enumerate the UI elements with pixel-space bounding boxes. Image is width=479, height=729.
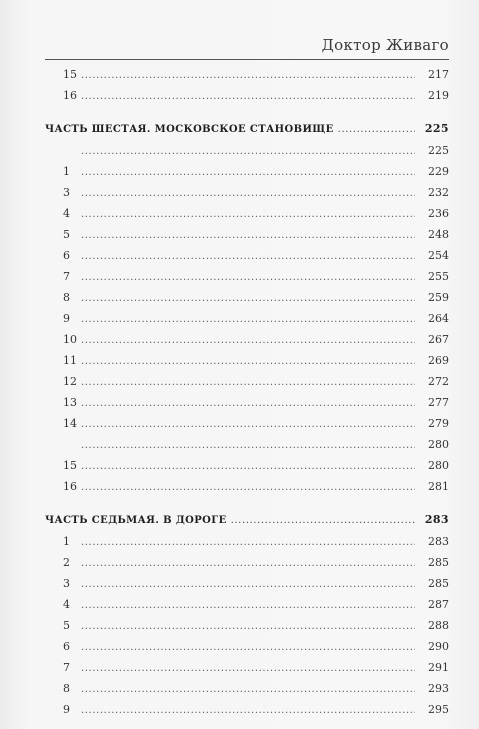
toc-entry-number: 14 [63,417,77,430]
dot-leader [81,477,415,498]
dot-leader [81,700,415,721]
toc-entry-page: 272 [428,375,449,388]
toc-entry-page: 267 [428,333,449,346]
toc-entry-number: 11 [63,354,77,367]
toc-entry[interactable] [45,678,449,699]
dot-leader [81,288,415,309]
dot-leader [81,679,415,700]
toc-entry[interactable] [45,636,449,657]
toc-entry[interactable] [45,371,449,392]
dot-leader [81,595,415,616]
toc-entry[interactable] [45,266,449,287]
dot-leader [81,616,415,637]
dot-leader [81,372,415,393]
toc-entry-page: 264 [428,312,449,325]
toc-entry-page: 225 [428,144,449,157]
dot-leader [81,183,415,204]
dot-leader [81,330,415,351]
toc-entry-page: 217 [428,68,449,81]
toc-entry-number: 5 [63,228,70,241]
toc-entry[interactable] [45,140,449,161]
section-gap [45,106,449,118]
toc-entry-page: 254 [428,249,449,262]
toc-entry-number: 7 [63,270,70,283]
toc-entry[interactable] [45,85,449,106]
toc-entry[interactable] [45,531,449,552]
toc-entry-number: 6 [63,249,70,262]
dot-leader [81,309,415,330]
part-title: ЧАСТЬ ШЕСТАЯ. МОСКОВСКОЕ СТАНОВИЩЕ [45,124,334,135]
toc-entry-page: 248 [428,228,449,241]
toc-entry[interactable] [45,329,449,350]
dot-leader [81,553,415,574]
toc-entry-number: 9 [63,703,70,716]
toc-entry-page: 259 [428,291,449,304]
toc-entry-number: 8 [63,291,70,304]
toc-entry[interactable] [45,308,449,329]
toc-entry[interactable] [45,552,449,573]
dot-leader [81,637,415,658]
toc-entry-number: 13 [63,396,77,409]
toc-entry-number: 16 [63,480,77,493]
toc-entry[interactable] [45,413,449,434]
toc-entry-page: 281 [428,480,449,493]
toc-entry[interactable] [45,455,449,476]
dot-leader [81,574,415,595]
toc-entry-page: 219 [428,89,449,102]
toc-entry[interactable] [45,287,449,308]
part-title: ЧАСТЬ СЕДЬМАЯ. В ДОРОГЕ [45,515,227,526]
dot-leader [81,414,415,435]
toc-entry-number: 15 [63,68,77,81]
dot-leader [81,162,415,183]
toc-entry[interactable] [45,64,449,85]
toc-entry[interactable] [45,161,449,182]
toc-entry-number: 10 [63,333,77,346]
dot-leader [227,510,415,532]
toc-entry-page: 290 [428,640,449,653]
toc-entry[interactable] [45,245,449,266]
toc-entry[interactable] [45,476,449,497]
toc-entry-page: 285 [428,577,449,590]
dot-leader [81,65,415,86]
toc-entry-number: 7 [63,661,70,674]
dot-leader [81,141,415,162]
toc-entry-page: 283 [428,535,449,548]
toc-entry-number: 2 [63,556,70,569]
toc-entry-page: 277 [428,396,449,409]
toc-entry-number: 4 [63,207,70,220]
toc-entry-page: 269 [428,354,449,367]
toc-part-heading[interactable] [45,509,449,531]
toc-entry-number: 5 [63,619,70,632]
dot-leader [81,532,415,553]
toc-entry[interactable] [45,615,449,636]
toc-entry-number: 6 [63,640,70,653]
dot-leader [81,86,415,107]
toc-entry-number: 4 [63,598,70,611]
toc-entry[interactable] [45,573,449,594]
section-gap [45,497,449,509]
table-of-contents [45,64,449,720]
part-page: 225 [424,122,449,135]
toc-entry[interactable] [45,594,449,615]
toc-entry[interactable] [45,350,449,371]
toc-entry-page: 232 [428,186,449,199]
toc-entry[interactable] [45,392,449,413]
toc-entry-page: 236 [428,207,449,220]
toc-entry-number: 8 [63,682,70,695]
toc-entry-page: 280 [428,459,449,472]
toc-entry-number: 15 [63,459,77,472]
header-rule [45,59,449,60]
dot-leader [81,246,415,267]
toc-entry-number: 3 [63,186,70,199]
toc-entry[interactable] [45,203,449,224]
toc-entry[interactable] [45,434,449,455]
toc-entry-page: 279 [428,417,449,430]
dot-leader [81,225,415,246]
toc-entry-number: 1 [63,165,70,178]
dot-leader [81,204,415,225]
toc-entry[interactable] [45,657,449,678]
toc-entry-page: 285 [428,556,449,569]
part-page: 283 [424,513,449,526]
toc-entry-page: 291 [428,661,449,674]
toc-entry-page: 293 [428,682,449,695]
dot-leader [81,267,415,288]
toc-entry-number: 16 [63,89,77,102]
toc-entry-page: 255 [428,270,449,283]
toc-entry-page: 287 [428,598,449,611]
dot-leader [81,393,415,414]
toc-entry-number: 9 [63,312,70,325]
dot-leader [81,351,415,372]
toc-entry-page: 288 [428,619,449,632]
toc-entry-page: 295 [428,703,449,716]
toc-entry[interactable] [45,182,449,203]
toc-entry-number: 1 [63,535,70,548]
dot-leader [81,658,415,679]
toc-part-heading[interactable] [45,118,449,140]
toc-entry[interactable] [45,224,449,245]
toc-entry-number: 3 [63,577,70,590]
dot-leader [81,456,415,477]
running-head: Доктор Живаго [321,36,449,54]
toc-entry-number: 12 [63,375,77,388]
dot-leader [81,435,415,456]
dot-leader [334,119,415,141]
toc-entry-page: 229 [428,165,449,178]
toc-entry-page: 280 [428,438,449,451]
toc-entry[interactable] [45,699,449,720]
